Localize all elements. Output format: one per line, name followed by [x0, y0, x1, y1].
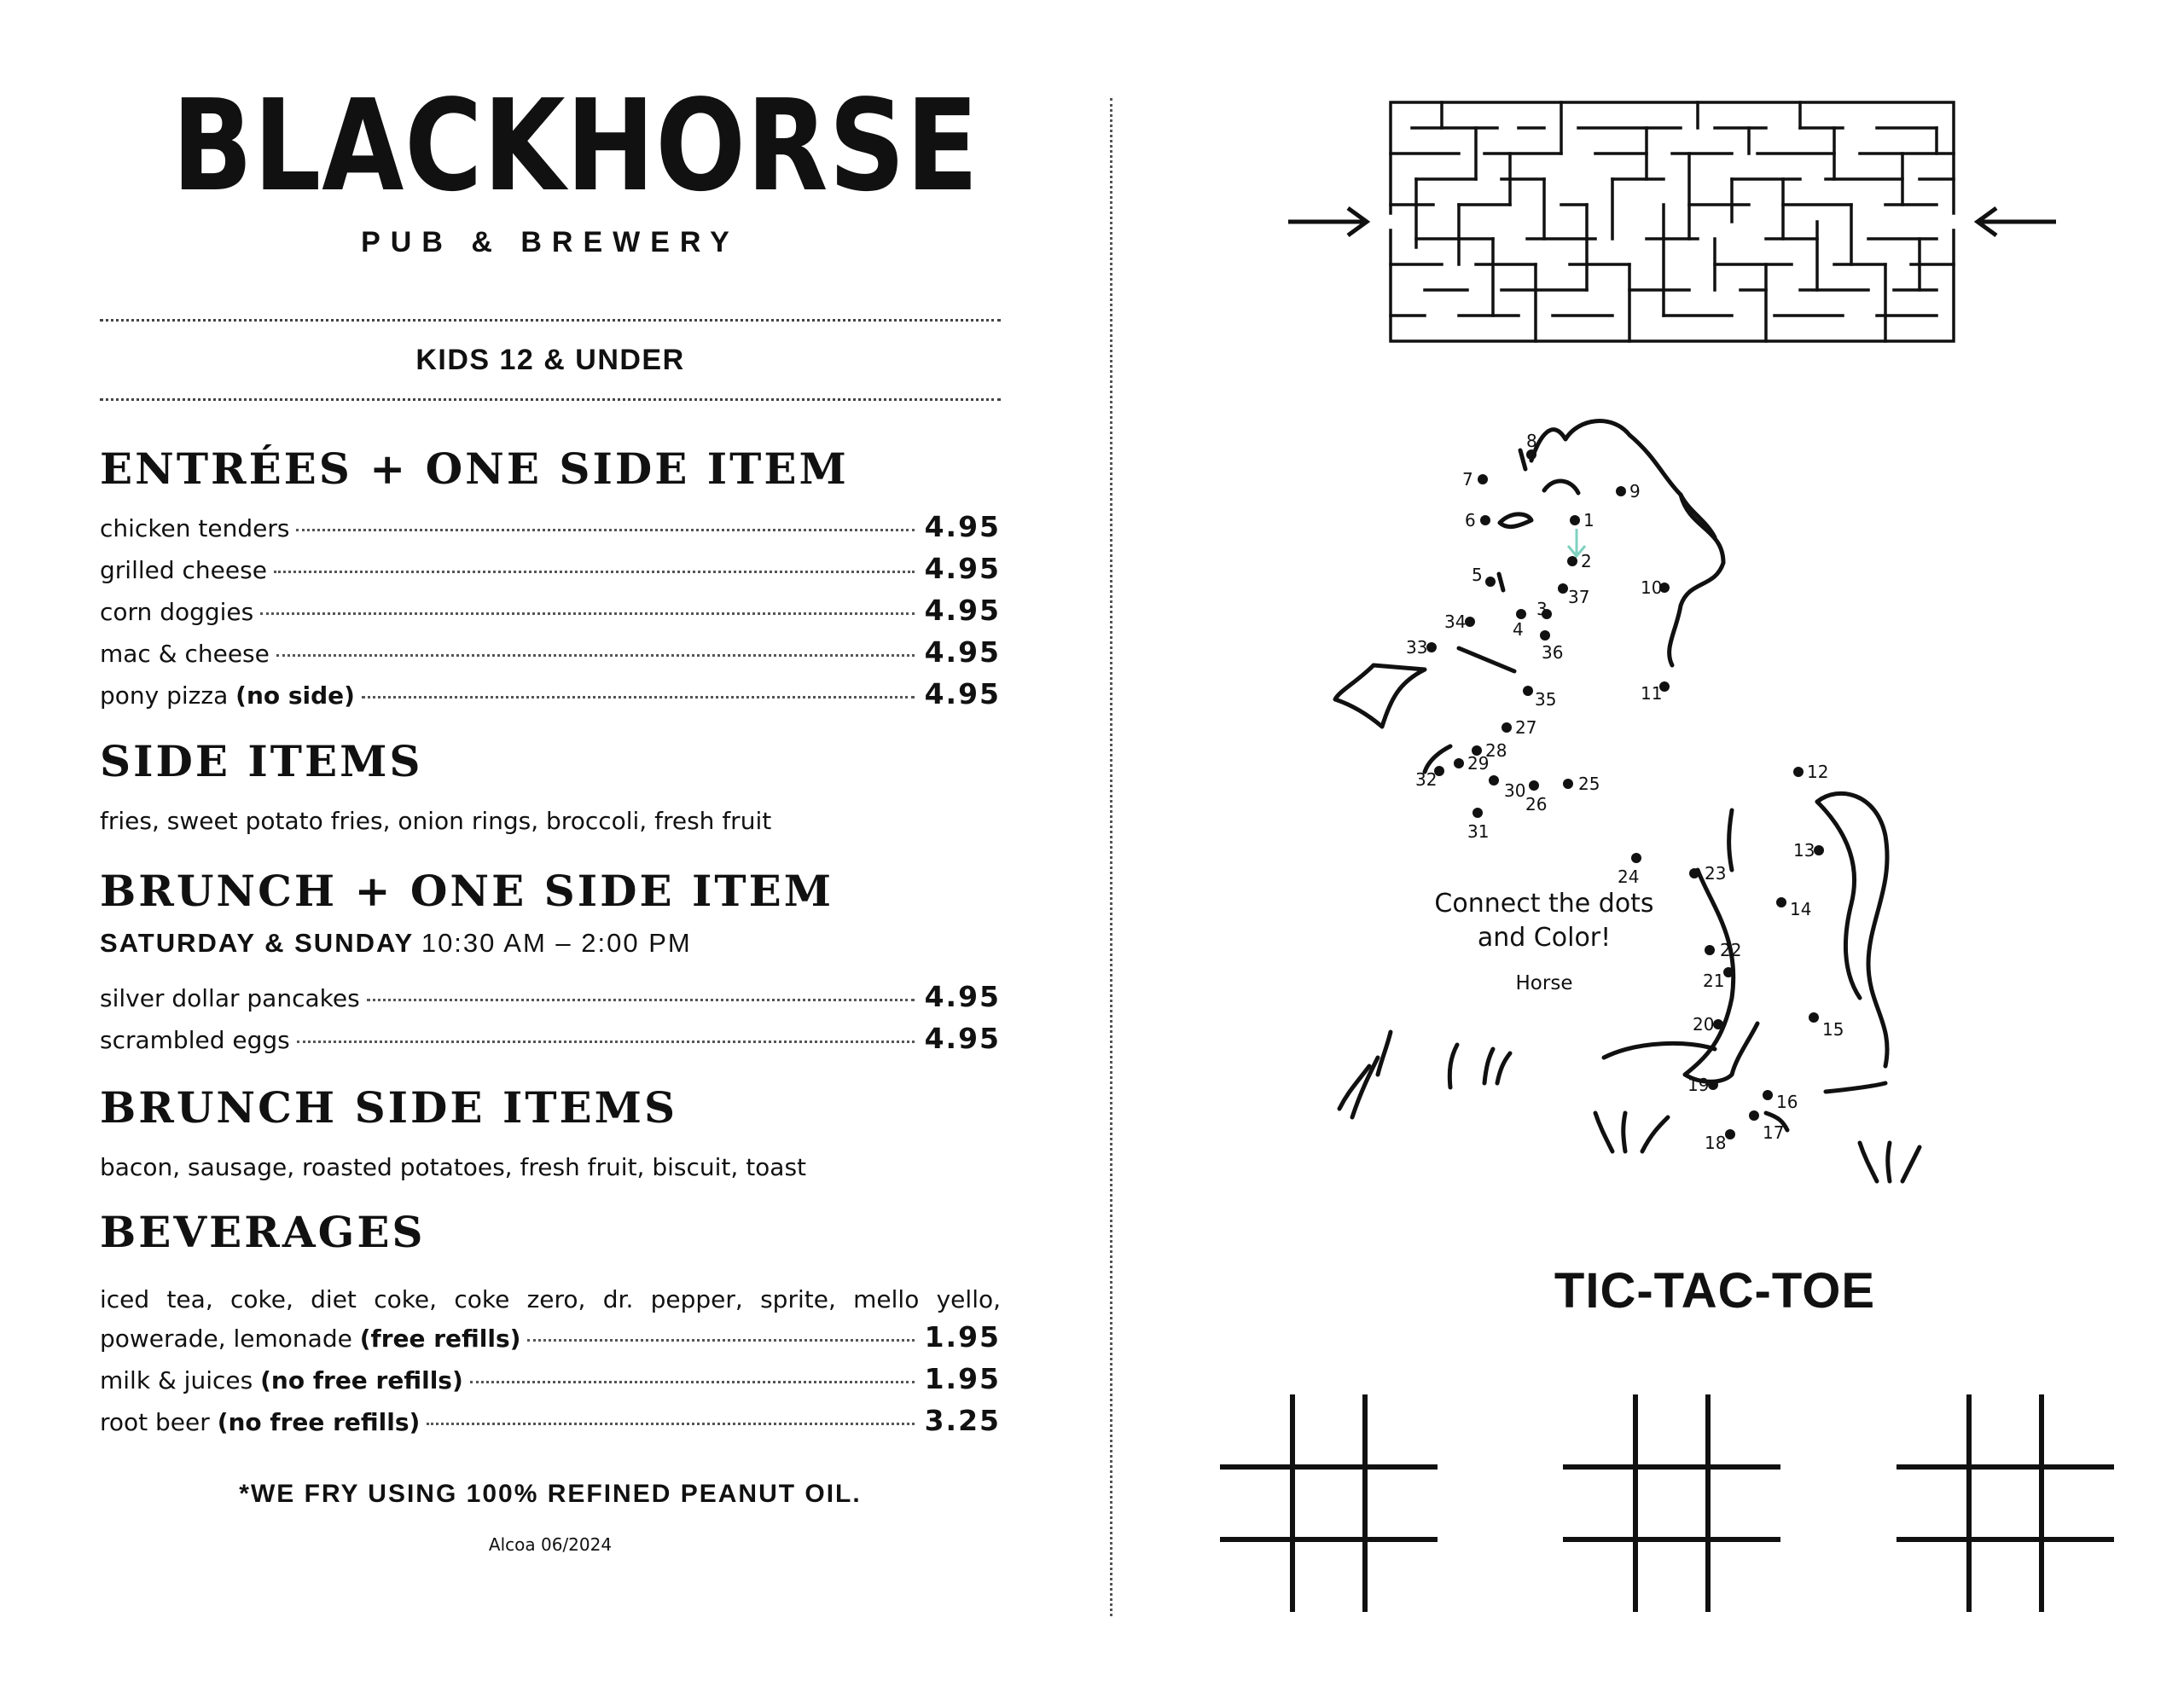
dot-14: [1776, 897, 1786, 907]
dot-number-label: 22: [1720, 940, 1742, 960]
brand-header: [100, 72, 1001, 259]
dot-leader: [362, 696, 915, 699]
dot-number-label: 25: [1578, 774, 1600, 794]
dot-1: [1570, 515, 1580, 525]
dot-number-label: 14: [1790, 899, 1812, 919]
dot-number-label: 30: [1504, 780, 1526, 801]
menu-item-price: 1.95: [924, 1362, 1001, 1395]
dot-6: [1480, 515, 1490, 525]
caption-line: and Color!: [1477, 923, 1612, 953]
horse-outline: [1335, 421, 1920, 1181]
entrees-heading: ENTRÉES + ONE SIDE ITEM: [100, 443, 849, 494]
dot-number-label: 36: [1542, 642, 1564, 663]
menu-item-name: grilled cheese: [100, 556, 267, 584]
dot-leader: [527, 1339, 914, 1342]
menu-item-price: 1.95: [924, 1320, 1001, 1354]
dot-35: [1523, 686, 1533, 696]
dot-leader: [276, 654, 915, 657]
dot-7: [1478, 474, 1488, 484]
menu-item: [100, 1320, 1001, 1362]
dot-4: [1516, 609, 1526, 619]
peanut-oil-footnote: *WE FRY USING 100% REFINED PEANUT OIL.: [239, 1480, 862, 1508]
dot-9: [1616, 486, 1626, 496]
maze-walls: [1391, 102, 1954, 341]
dot-13: [1814, 845, 1824, 855]
dot-number-label: 35: [1535, 689, 1557, 710]
dot-number-label: 2: [1581, 551, 1592, 571]
menu-item: [100, 1362, 1001, 1404]
menu-item-name: root beer (no free refills): [100, 1408, 421, 1436]
menu-item: [100, 1404, 1001, 1446]
menu-item: [100, 510, 1001, 552]
dot-to-dot-horse: [1322, 409, 1937, 1194]
dot-number-label: 4: [1513, 619, 1524, 640]
dot-number-label: 11: [1641, 683, 1663, 704]
dot-leader: [260, 612, 914, 615]
tic-tac-toe-board[interactable]: [1220, 1394, 1442, 1616]
dot-number-label: 13: [1793, 840, 1815, 861]
menu-item-price: 4.95: [924, 1022, 1001, 1055]
entrees-list: [100, 510, 1001, 719]
dot-29: [1454, 758, 1464, 768]
menu-item-name: milk & juices (no free refills): [100, 1366, 463, 1394]
dot-leader: [297, 1041, 915, 1043]
menu-item-name: scrambled eggs: [100, 1026, 290, 1054]
dot-leader: [296, 529, 914, 531]
dot-number-label: 7: [1462, 469, 1473, 490]
menu-item-name: mac & cheese: [100, 640, 270, 668]
dot-33: [1426, 642, 1437, 652]
menu-item-name: chicken tenders: [100, 514, 290, 542]
dot-26: [1529, 780, 1539, 791]
dot-18: [1725, 1129, 1735, 1139]
menu-item: [100, 552, 1001, 594]
dot-25: [1563, 779, 1573, 789]
side-items-text: fries, sweet potato fries, onion rings, broccoli, fresh fruit: [100, 807, 772, 835]
side-items-heading: SIDE ITEMS: [100, 736, 423, 786]
dot-12: [1793, 767, 1804, 777]
dot-19: [1708, 1080, 1718, 1090]
dot-30: [1489, 775, 1499, 786]
dot-leader: [274, 571, 915, 573]
menu-item: [100, 1022, 1001, 1064]
dot-16: [1763, 1090, 1773, 1100]
kids-age-label: KIDS 12 & UNDER: [415, 344, 685, 376]
arrow-left-icon: [1978, 208, 2056, 235]
dot-2: [1567, 556, 1577, 566]
menu-item-price: 4.95: [924, 635, 1001, 669]
tic-tac-toe-board[interactable]: [1563, 1394, 1785, 1616]
beverages-list: [100, 1278, 1001, 1446]
menu-item-price: 4.95: [924, 677, 1001, 710]
dot-number-label: 19: [1687, 1075, 1710, 1095]
menu-item-price: 3.25: [924, 1404, 1001, 1437]
dot-23: [1689, 868, 1699, 878]
dot-leader: [367, 999, 915, 1001]
dot-17: [1749, 1110, 1759, 1121]
divider-rule: [100, 398, 1001, 401]
menu-item-price: 4.95: [924, 594, 1001, 627]
dot-number-label: 16: [1776, 1092, 1798, 1112]
dot-number-label: 1: [1583, 510, 1594, 530]
dot-number-label: 29: [1467, 753, 1490, 774]
maze-puzzle: [1288, 94, 2090, 358]
menu-item: [100, 635, 1001, 677]
dot-number-label: 21: [1703, 971, 1725, 991]
brunch-days: SATURDAY & SUNDAY: [100, 928, 415, 958]
dot-number-label: 37: [1568, 587, 1590, 607]
dot-leader: [470, 1381, 915, 1383]
dot-number-label: 24: [1618, 867, 1640, 887]
dot-36: [1540, 630, 1550, 641]
menu-item-name: powerade, lemonade (free refills): [100, 1325, 521, 1353]
brunch-schedule: [100, 922, 1001, 965]
brunch-hours: 10:30 AM – 2:00 PM: [421, 928, 692, 958]
dot-number-label: 10: [1641, 577, 1663, 598]
menu-item-name: corn doggies: [100, 598, 254, 626]
brunch-sides-text: bacon, sausage, roasted potatoes, fresh fruit, biscuit, toast: [100, 1153, 807, 1181]
dot-number-label: 17: [1763, 1122, 1785, 1143]
dot-to-dot-label: Horse: [1515, 972, 1573, 994]
kids-menu: [100, 72, 1001, 1555]
beverages-line: iced tea, coke, diet coke, coke zero, dr. pepper, sprite, mello yello,: [100, 1285, 1001, 1313]
dot-number-label: 3: [1536, 599, 1548, 619]
brunch-list: [100, 980, 1001, 1064]
brand-subtitle: PUB & BREWERY: [361, 226, 740, 258]
dot-number-label: 18: [1705, 1133, 1727, 1153]
dot-number-label: 12: [1807, 762, 1829, 782]
menu-item-price: 4.95: [924, 510, 1001, 543]
dot-number-label: 15: [1822, 1019, 1844, 1040]
dot-number-label: 20: [1693, 1014, 1715, 1035]
menu-item-price: 4.95: [924, 552, 1001, 585]
dot-22: [1705, 945, 1715, 955]
menu-item: [100, 594, 1001, 635]
arrow-right-icon: [1288, 208, 1367, 235]
menu-item-name: silver dollar pancakes: [100, 984, 360, 1012]
dot-15: [1809, 1012, 1819, 1023]
menu-date-stamp: Alcoa 06/2024: [488, 1534, 613, 1555]
dot-27: [1502, 722, 1512, 733]
dot-number-label: 5: [1472, 565, 1483, 585]
menu-item-name: pony pizza (no side): [100, 681, 355, 710]
dot-31: [1472, 808, 1483, 818]
activities-panel: [1126, 0, 2184, 1687]
dot-leader: [427, 1423, 914, 1425]
dot-number-label: 27: [1515, 717, 1537, 738]
dot-number-label: 23: [1705, 863, 1727, 884]
numbered-dots: [1406, 431, 1844, 1153]
brand-logo: BLACKHORSE: [171, 72, 979, 219]
dot-to-dot-caption: [1399, 887, 1689, 955]
tic-tac-toe-title: TIC-TAC-TOE: [1554, 1263, 1876, 1319]
dot-number-label: 26: [1525, 794, 1548, 815]
dot-number-label: 9: [1629, 481, 1641, 501]
dot-5: [1485, 577, 1496, 587]
beverages-heading: BEVERAGES: [100, 1207, 426, 1257]
brunch-heading: BRUNCH + ONE SIDE ITEM: [100, 866, 834, 916]
dot-34: [1465, 617, 1475, 627]
dot-37: [1558, 583, 1568, 594]
menu-item-price: 4.95: [924, 980, 1001, 1013]
dot-number-label: 31: [1467, 821, 1490, 842]
dot-20: [1713, 1019, 1723, 1029]
dot-number-label: 34: [1444, 612, 1467, 632]
menu-item: [100, 980, 1001, 1022]
dot-number-label: 6: [1465, 510, 1476, 530]
tic-tac-toe-board[interactable]: [1896, 1394, 2118, 1616]
brunch-sides-heading: BRUNCH SIDE ITEMS: [100, 1082, 678, 1133]
dot-number-label: 8: [1526, 431, 1537, 451]
dot-number-label: 32: [1415, 769, 1438, 790]
dot-21: [1723, 967, 1734, 977]
menu-item: [100, 677, 1001, 719]
page-fold-divider: [1110, 98, 1112, 1616]
dot-24: [1631, 853, 1641, 863]
dot-number-label: 28: [1485, 740, 1507, 761]
dot-number-label: 33: [1406, 637, 1428, 658]
caption-line: Connect the dots: [1434, 889, 1654, 919]
